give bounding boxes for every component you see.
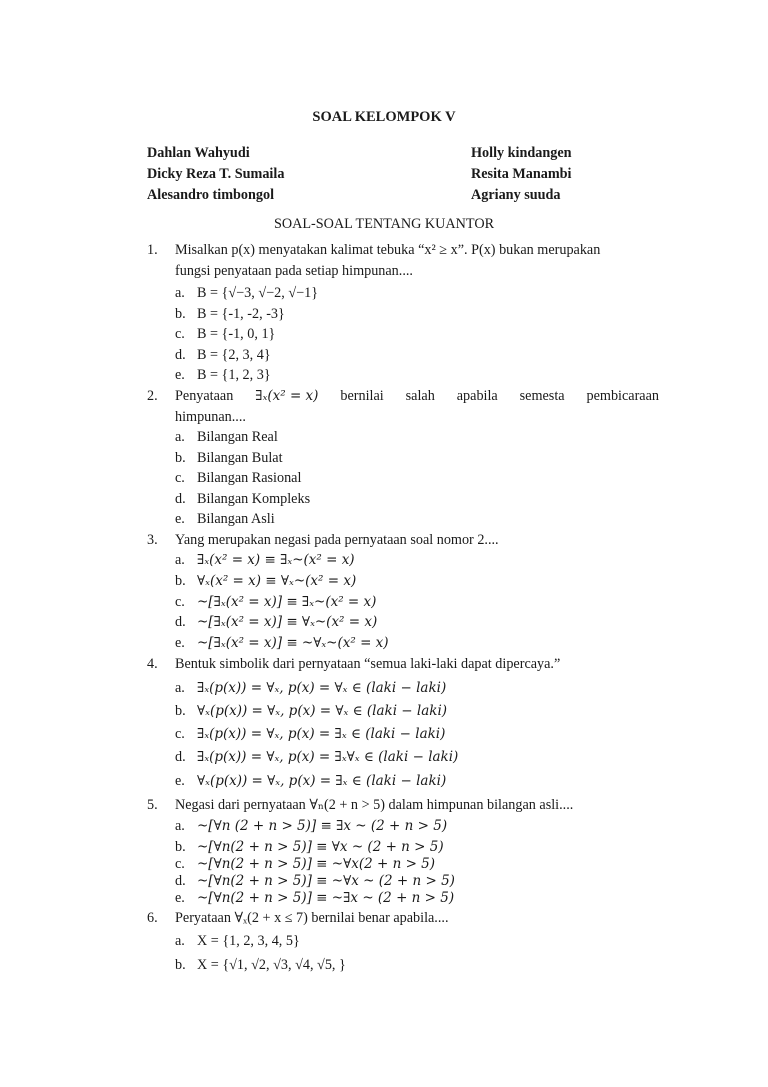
document-title: SOAL KELOMPOK V [312,109,456,125]
question-word: salah [405,388,435,404]
option-letter: a. [175,285,185,301]
option-text: ∀ₓ(p(x)) = ∀ₓ, p(x) = ∀ₓ ∈ (laki − laki) [197,703,448,719]
option-letter: e. [175,635,185,651]
option-text: ~[∃ₓ(x² = x)] ≡ ~∀ₓ~(x² = x) [197,635,389,651]
question-text-line: himpunan.... [175,409,246,425]
option-letter: d. [175,873,186,889]
option-letter: b. [175,450,186,466]
option-letter: c. [175,594,185,610]
option-text: ~[∀n(2 + n > 5)] ≡ ~∀x ~ (2 + n > 5) [197,873,455,889]
question-text-line [175,242,659,259]
author-name: Resita Manambi [471,166,572,182]
option-text: ∃ₓ(p(x)) = ∀ₓ, p(x) = ∀ₓ ∈ (laki − laki) [197,680,447,696]
option-text: Bilangan Bulat [197,450,283,466]
option-letter: d. [175,749,186,765]
question-formula: ∃ₓ(x² = x) [255,388,319,404]
option-text: B = {1, 2, 3} [197,367,271,383]
option-letter: a. [175,680,185,696]
option-letter: c. [175,856,185,872]
question-text-line [175,388,659,405]
option-text: X = {1, 2, 3, 4, 5} [197,933,300,949]
question-word: pembicaraan [586,388,659,404]
question-number: 1. [147,242,158,258]
option-text: ~[∀n (2 + n > 5)] ≡ ∃x ~ (2 + n > 5) [197,818,448,834]
question-word: Penyataan [175,388,234,404]
author-name: Agriany suuda [471,187,561,203]
option-text: ∃ₓ(x² = x) ≡ ∃ₓ~(x² = x) [197,552,355,568]
option-text: ~[∀n(2 + n > 5)] ≡ ~∀x(2 + n > 5) [197,856,436,872]
option-text: ∀ₓ(x² = x) ≡ ∀ₓ~(x² = x) [197,573,357,589]
option-letter: e. [175,367,185,383]
question-text: Misalkan p(x) menyatakan kalimat tebuka “x² ≥ x”. P(x) bukan merupakan [175,242,601,258]
option-letter: e. [175,890,185,906]
option-letter: c. [175,726,185,742]
option-letter: c. [175,470,185,486]
option-text: Bilangan Rasional [197,470,302,486]
option-letter: b. [175,839,186,855]
option-letter: a. [175,933,185,949]
question-number: 5. [147,797,158,813]
option-letter: b. [175,957,186,973]
question-text-line: fungsi penyataan pada setiap himpunan.... [175,263,413,279]
question-number: 6. [147,910,158,926]
question-word: apabila [456,388,498,404]
question-number: 3. [147,532,158,548]
option-letter: c. [175,326,185,342]
question-text-line: Bentuk simbolik dari pernyataan “semua laki-laki dapat dipercaya.” [175,656,561,672]
question-text-line: Negasi dari pernyataan ∀ₙ(2 + n > 5) dalam himpunan bilangan asli.... [175,797,574,813]
option-letter: a. [175,552,185,568]
option-text: B = {2, 3, 4} [197,347,271,363]
option-text: B = {√−3, √−2, √−1} [197,285,319,301]
author-list [147,145,617,208]
option-letter: b. [175,306,186,322]
question-text-line: Peryataan ∀ₓ(2 + x ≤ 7) bernilai benar apabila.... [175,910,449,926]
option-letter: e. [175,511,185,527]
option-text: X = {√1, √2, √3, √4, √5, } [197,957,346,973]
option-text: ~[∀n(2 + n > 5)] ≡ ∀x ~ (2 + n > 5) [197,839,444,855]
option-letter: d. [175,347,186,363]
option-text: B = {-1, -2, -3} [197,306,285,322]
author-row [147,187,617,208]
section-title: SOAL-SOAL TENTANG KUANTOR [273,216,495,232]
author-name: Alesandro timbongol [147,187,275,203]
option-text: ~[∃ₓ(x² = x)] ≡ ∃ₓ~(x² = x) [197,594,377,610]
option-letter: a. [175,818,185,834]
option-text: ∃ₓ(p(x)) = ∀ₓ, p(x) = ∃ₓ ∈ (laki − laki) [197,726,446,742]
option-letter: d. [175,491,186,507]
option-text: Bilangan Asli [197,511,275,527]
author-name: Holly kindangen [471,145,572,161]
question-number: 2. [147,388,158,404]
option-text: Bilangan Kompleks [197,491,311,507]
question-word: semesta [519,388,565,404]
author-row [147,166,617,187]
option-letter: a. [175,429,185,445]
option-text: ~[∃ₓ(x² = x)] ≡ ∀ₓ~(x² = x) [197,614,378,630]
option-text: Bilangan Real [197,429,278,445]
option-letter: e. [175,773,185,789]
question-text-line: Yang merupakan negasi pada pernyataan soal nomor 2.... [175,532,499,548]
option-letter: d. [175,614,186,630]
option-letter: b. [175,573,186,589]
author-name: Dahlan Wahyudi [147,145,250,161]
option-text: B = {-1, 0, 1} [197,326,276,342]
option-letter: b. [175,703,186,719]
option-text: ∀ₓ(p(x)) = ∀ₓ, p(x) = ∃ₓ ∈ (laki − laki) [197,773,447,789]
question-word: bernilai [340,388,384,404]
author-name: Dicky Reza T. Sumaila [147,166,285,182]
question-number: 4. [147,656,158,672]
option-text: ~[∀n(2 + n > 5)] ≡ ~∃x ~ (2 + n > 5) [197,890,455,906]
author-row [147,145,617,166]
option-text: ∃ₓ(p(x)) = ∀ₓ, p(x) = ∃ₓ∀ₓ ∈ (laki − laki) [197,749,459,765]
